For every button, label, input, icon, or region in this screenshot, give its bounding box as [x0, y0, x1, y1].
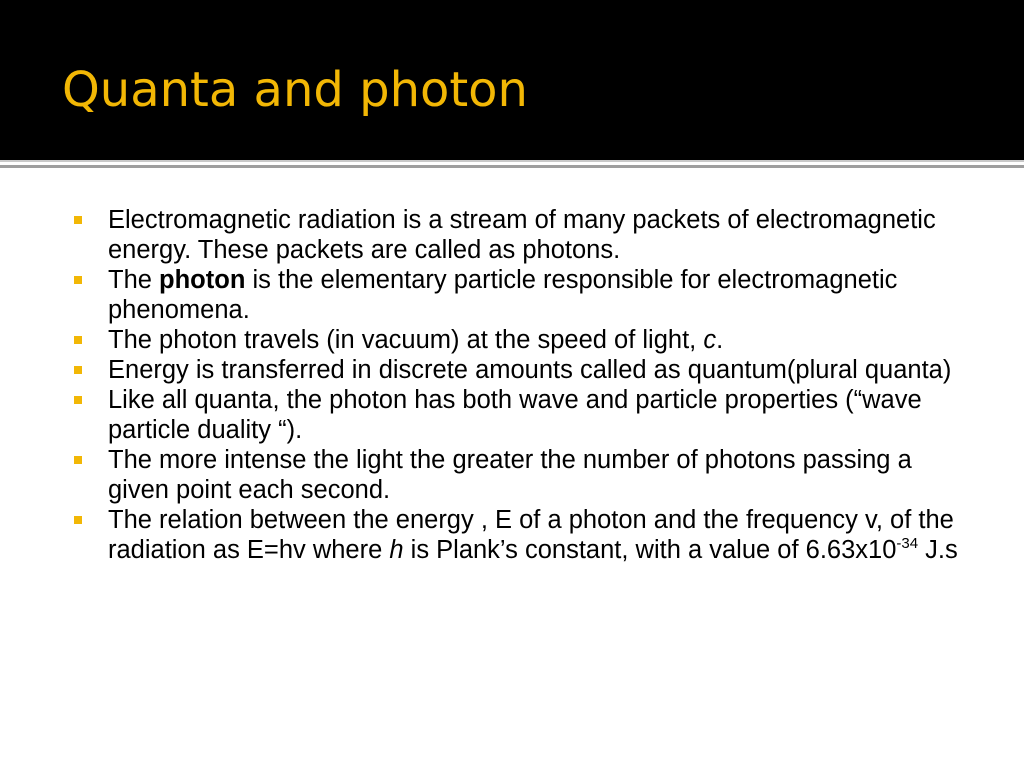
bullet-text-suffix: . [716, 326, 724, 354]
bullet-item-2 [72, 265, 972, 325]
bullet-text-middle: is Plank’s constant, with a value of 6.63x10 [403, 536, 897, 564]
bullet-text-prefix: The [108, 266, 160, 294]
bullet-item-4 [72, 355, 972, 385]
bullet-italic-symbol: h [389, 536, 404, 564]
title-divider-top [0, 160, 1024, 162]
square-bullet-icon [74, 216, 82, 224]
slide-content [72, 205, 972, 569]
bullet-item-1 [72, 205, 972, 265]
bullet-item-3 [72, 325, 972, 355]
bullet-item-7 [72, 505, 972, 569]
bullet-text-suffix: is the elementary particle responsible for electromagnetic phenomena. [108, 266, 898, 324]
bullet-list [72, 205, 972, 569]
bullet-text: Like all quanta, the photon has both wave and particle properties (“wave particle duality “). [108, 386, 922, 444]
slide-title: Quanta and photon [62, 62, 528, 118]
title-bar [0, 0, 1024, 160]
bullet-text-suffix: J.s [918, 536, 958, 564]
square-bullet-icon [74, 336, 82, 344]
bullet-bold-term: photon [159, 266, 246, 294]
square-bullet-icon [74, 456, 82, 464]
bullet-text: Energy is transferred in discrete amounts called as quantum(plural quanta) [108, 356, 952, 384]
bullet-item-5 [72, 385, 972, 445]
bullet-exponent: -34 [896, 535, 919, 552]
square-bullet-icon [74, 276, 82, 284]
bullet-italic-symbol: c [703, 326, 717, 354]
title-divider-bottom [0, 165, 1024, 168]
bullet-text: The more intense the light the greater the number of photons passing a given point each second. [108, 446, 912, 504]
bullet-text: Electromagnetic radiation is a stream of many packets of electromagnetic energy. These packets are called as photons. [108, 206, 936, 264]
square-bullet-icon [74, 366, 82, 374]
square-bullet-icon [74, 396, 82, 404]
bullet-text-prefix: The photon travels (in vacuum) at the speed of light, [108, 326, 704, 354]
bullet-item-6 [72, 445, 972, 505]
bullet-text-prefix: The relation between the energy , E of a photon and the frequency v, of the radiation as E=hv where [108, 506, 954, 564]
square-bullet-icon [74, 516, 82, 524]
